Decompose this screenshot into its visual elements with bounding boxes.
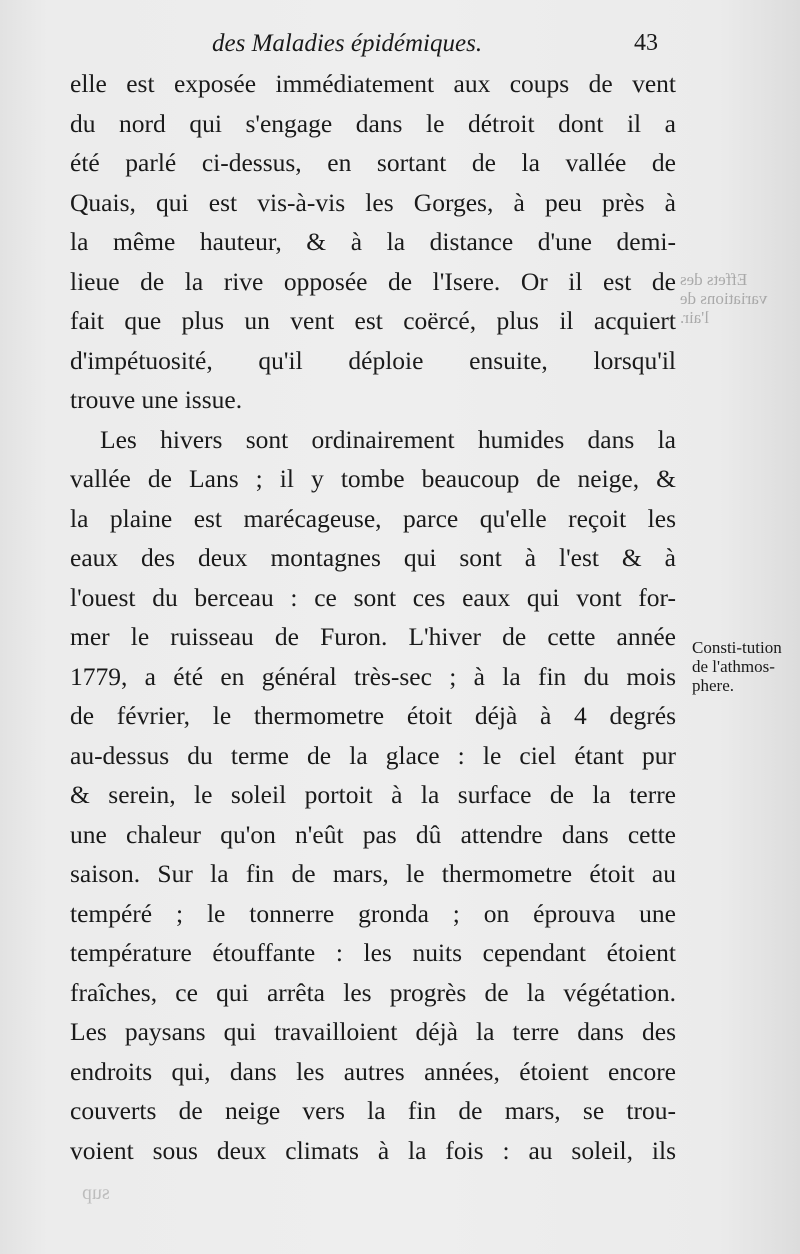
bleed-through-text: sup xyxy=(82,1182,110,1204)
text-line: la plaine est marécageuse, parce qu'elle reçoit les xyxy=(70,503,676,533)
text-line: endroits qui, dans les autres années, étoient encore xyxy=(70,1056,676,1086)
text-line: été parlé ci-dessus, en sortant de la vallée de xyxy=(70,148,676,177)
text-line: tempéré ; le tonnerre gronda ; on éprouva une xyxy=(70,898,676,928)
text-line: au-dessus du terme de la glace : le ciel étant pur xyxy=(70,740,676,770)
text-line: fait que plus un vent est coërcé, plus il acquiert xyxy=(70,306,676,335)
text-line: & serein, le soleil portoit à la surface de la terre xyxy=(70,780,676,809)
text-line: Quais, qui est vis-à-vis les Gorges, à peu près à xyxy=(70,187,676,217)
text-line: du nord qui s'engage dans le détroit dont il a xyxy=(70,108,676,138)
text-line: d'impétuosité, qu'il déploie ensuite, lorsqu'il xyxy=(70,345,676,375)
text-line: vallée de Lans ; il y tombe beaucoup de neige, & xyxy=(70,464,676,493)
body-text xyxy=(70,64,676,1170)
text-line: 1779, a été en général très-sec ; à la fin du mois xyxy=(70,661,676,691)
page-header xyxy=(200,30,680,64)
running-title: des Maladies épidémiques. xyxy=(212,30,483,57)
paragraph-2 xyxy=(70,420,676,1171)
text-line: de février, le thermometre étoit déjà à 4 degrés xyxy=(70,701,676,730)
text-line: Les paysans qui travailloient déjà la terre dans des xyxy=(70,1017,676,1046)
page-number: 43 xyxy=(634,30,658,56)
text-line: Les hivers sont ordinairement humides dans la xyxy=(100,424,676,454)
text-line: eaux des deux montagnes qui sont à l'est & à xyxy=(70,543,676,572)
text-line: saison. Sur la fin de mars, le thermometre étoit au xyxy=(70,859,676,888)
text-line: fraîches, ce qui arrêta les progrès de la végétation. xyxy=(70,977,676,1007)
margin-note-constitution: Consti-tution de l'athmos-phere. xyxy=(692,638,782,695)
text-line: lieue de la rive opposée de l'Isere. Or il est de xyxy=(70,266,676,296)
text-line: température étouffante : les nuits cependant étoient xyxy=(70,938,676,967)
paragraph-1 xyxy=(70,64,676,420)
text-line: l'ouest du berceau : ce sont ces eaux qui vont for- xyxy=(70,582,676,612)
text-line: la même hauteur, & à la distance d'une demi- xyxy=(70,227,676,256)
text-line: couverts de neige vers la fin de mars, se trou- xyxy=(70,1096,676,1125)
text-line: voient sous deux climats à la fois : au soleil, ils xyxy=(70,1135,676,1165)
margin-note-faded: Effets des variations de l'air. xyxy=(680,270,768,327)
text-line: elle est exposée immédiatement aux coups de vent xyxy=(70,69,676,98)
text-line: mer le ruisseau de Furon. L'hiver de cette année xyxy=(70,622,676,651)
text-line: une chaleur qu'on n'eût pas dû attendre dans cette xyxy=(70,819,676,849)
text-line: trouve une issue. xyxy=(70,385,243,414)
